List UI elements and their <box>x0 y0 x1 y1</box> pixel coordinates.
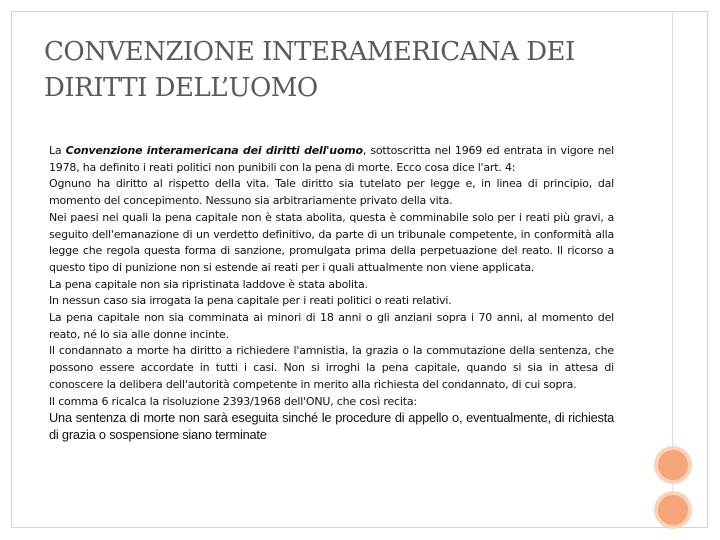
paragraph-non-abolished-countries: Nei paesi nei quali la pena capitale non è stata abolita, questa è comminabile solo per i reati più gravi, a seguito dell'emanazione di un verdetto definitivo, da parte di un tribunale competente, in conformità alla legge che regola questa forma di sanzione, promulgata prima della perpetuazione del reato. Il ricorso a questo tipo di punizione non si estende ai reati per i quali attualmente non viene applicata. <box>49 210 614 274</box>
resolution-quote: Una sentenza di morte non sarà eseguita sinché le procedure di appello o, eventualmente, di richiesta di grazia o sospensione siano terminate <box>49 410 614 442</box>
slide-title-line-2: DIRITTI DELL’UOMO <box>44 73 318 103</box>
paragraph-political-crimes: In nessun caso sia irrogata la pena capitale per i reati politici o reati relativi. <box>49 294 452 308</box>
intro-rest: , sottoscritta nel 1969 ed entrata in vigore nel 1978, ha definito i reati politici non punibili con la pena di morte. Ecco cosa dice l'art. 4: <box>49 144 614 174</box>
intro-paragraph <box>49 143 614 176</box>
slide-body <box>49 143 614 443</box>
paragraph-age-limits: La pena capitale non sia comminata ai minori di 18 anni o gli anziani sopra i 70 anni, al momento del reato, né lo sia alle donne incinte. <box>49 311 614 341</box>
paragraph-not-restored: La pena capitale non sia ripristinata laddove è stata abolita. <box>49 277 368 291</box>
slide-title <box>44 34 644 106</box>
intro-prefix: La <box>49 144 66 157</box>
convention-name: Convenzione interamericana dei diritti dell'uomo <box>65 144 363 157</box>
paragraph-amnesty: Il condannato a morte ha diritto a richiedere l'amnistia, la grazia o la commutazione della sentenza, che possono essere accordate in tutti i casi. Non si irroghi la pena capitale, quando si sia in attesa di conoscere la delibera dell'autorità competente in merito alla richiesta del condannato, di cui sopra. <box>49 344 614 391</box>
paragraph-onu-resolution: Il comma 6 ricalca la risoluzione 2393/1968 dell'ONU, che così recita: <box>49 394 417 408</box>
orange-circles-ornament-icon <box>643 442 703 532</box>
ornament-circle-top <box>658 450 688 480</box>
slide-title-line-1: CONVENZIONE INTERAMERICANA DEI <box>44 37 575 67</box>
paragraph-right-to-life: Ognuno ha diritto al rispetto della vita. Tale diritto sia tutelato per legge e, in linea di principio, dal momento del concepimento. Nessuno sia arbitrariamente privato della vita. <box>49 177 614 208</box>
ornament-circle-bottom <box>658 495 688 525</box>
